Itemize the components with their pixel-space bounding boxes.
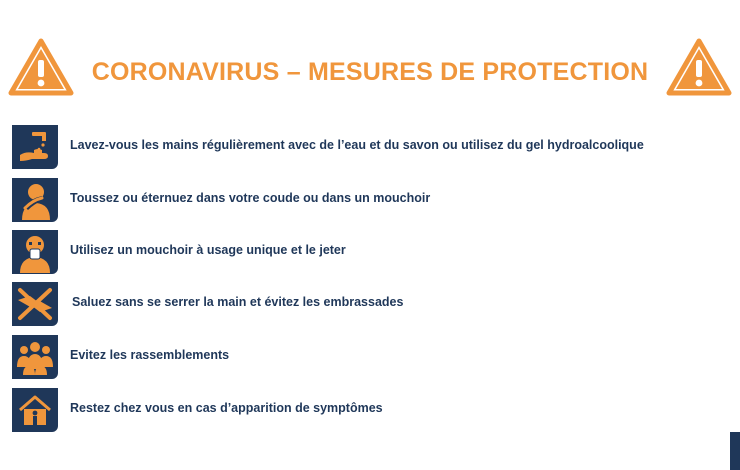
header bbox=[0, 30, 740, 110]
measure-item-cough-elbow bbox=[12, 178, 732, 222]
measure-text: Lavez-vous les mains régulièrement avec de l’eau et du savon ou utilisez du gel hydroalcoolique bbox=[70, 138, 644, 152]
stay-home-icon bbox=[12, 388, 58, 432]
tissue-icon bbox=[12, 230, 58, 274]
measure-item-tissue bbox=[12, 230, 732, 274]
measure-item-stay-home bbox=[12, 388, 732, 432]
measure-text: Saluez sans se serrer la main et évitez les embrassades bbox=[72, 295, 404, 309]
hand-washing-icon bbox=[12, 125, 58, 169]
measure-item-crowd bbox=[12, 335, 732, 379]
crowd-icon bbox=[12, 335, 58, 379]
no-handshake-icon bbox=[12, 282, 58, 326]
corner-decoration bbox=[730, 432, 740, 470]
measure-text: Utilisez un mouchoir à usage unique et le jeter bbox=[70, 243, 346, 257]
measure-text: Restez chez vous en cas d’apparition de symptômes bbox=[70, 401, 383, 415]
cough-elbow-icon bbox=[12, 178, 58, 222]
warning-triangle-icon bbox=[666, 38, 732, 96]
measure-item-hand-washing bbox=[12, 125, 732, 169]
warning-triangle-icon bbox=[8, 38, 74, 96]
measure-item-no-handshake bbox=[12, 282, 732, 326]
measure-text: Evitez les rassemblements bbox=[70, 348, 230, 362]
measure-text: Toussez ou éternuez dans votre coude ou dans un mouchoir bbox=[70, 191, 431, 205]
page-title: CORONAVIRUS – MESURES DE PROTECTION bbox=[91, 58, 649, 86]
